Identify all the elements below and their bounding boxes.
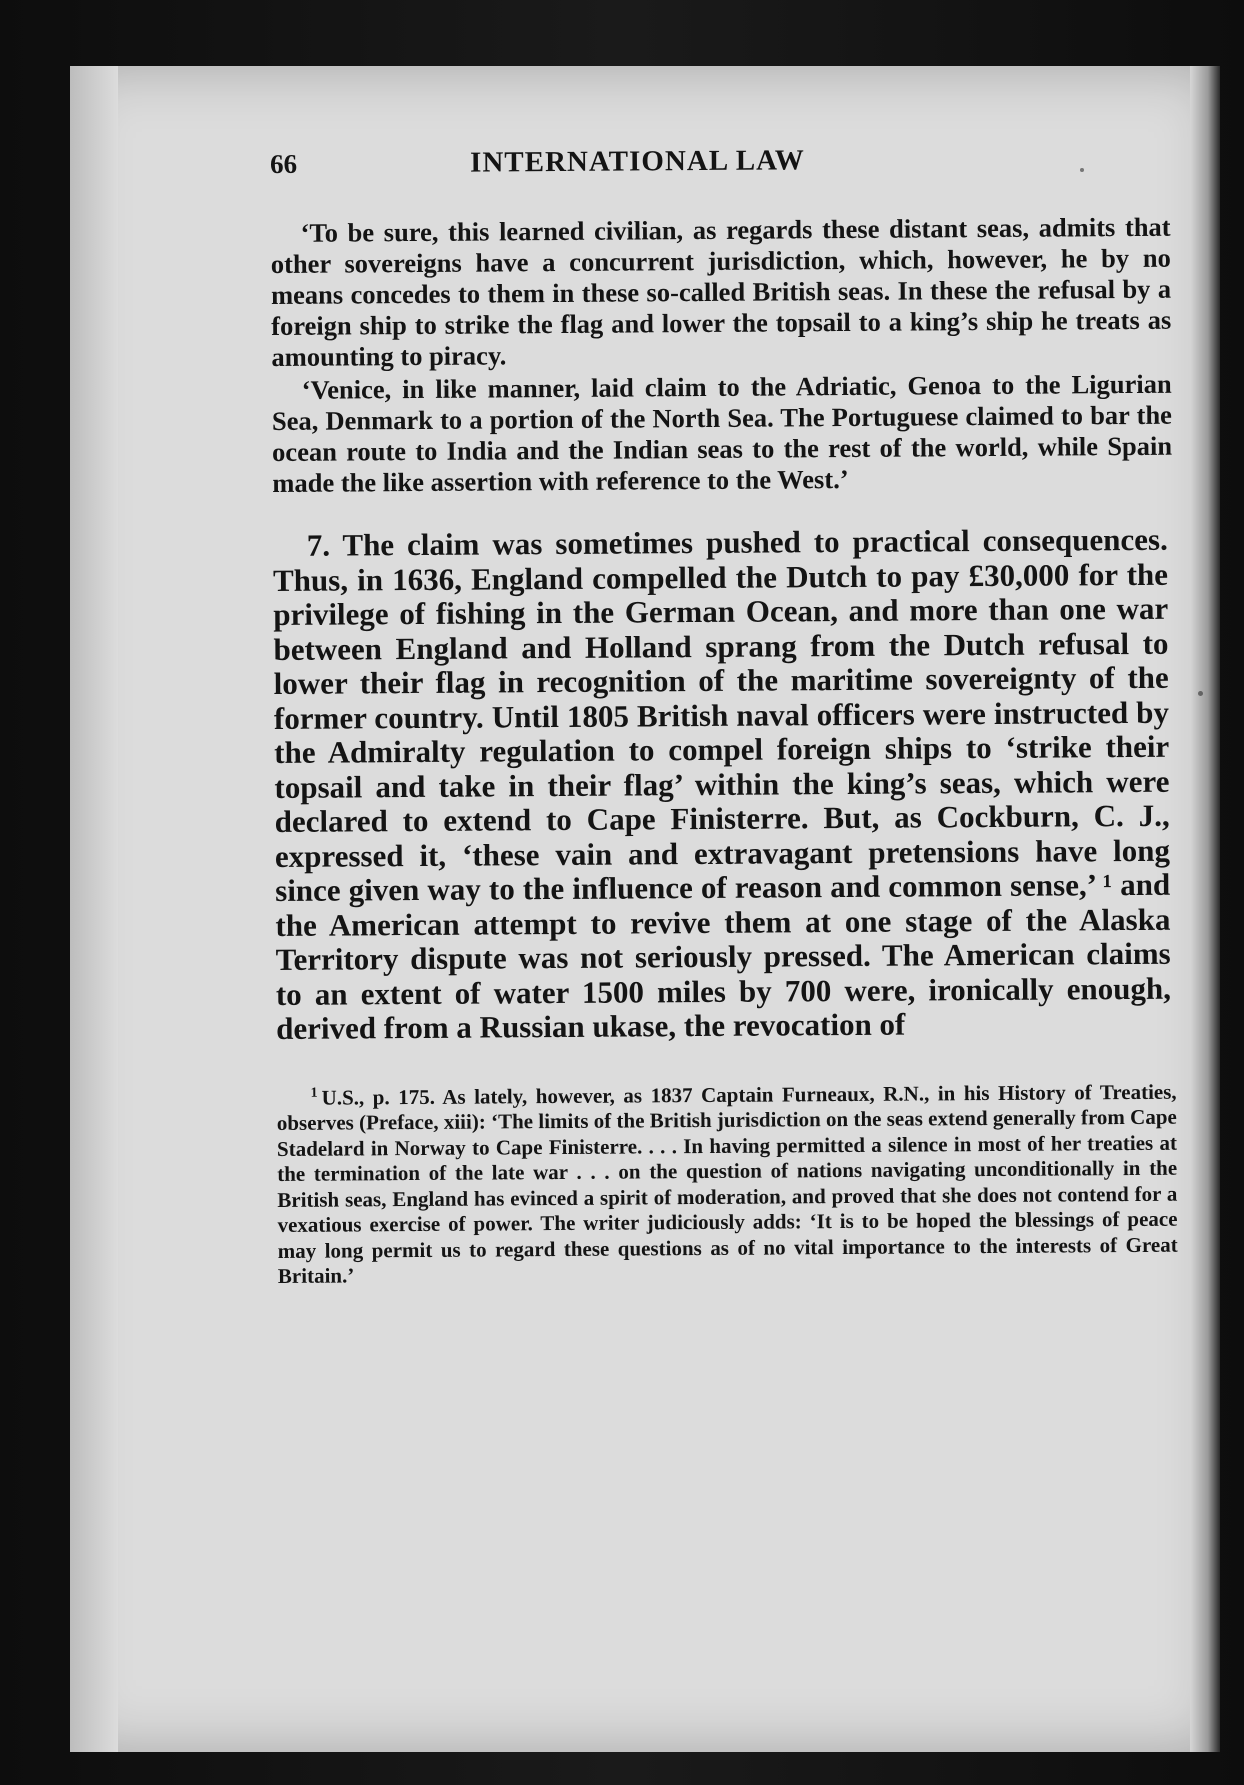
quotation-block [270, 212, 1172, 499]
footnote [277, 1074, 1178, 1289]
quote-paragraph: ‘To be sure, this learned civilian, as regards these distant seas, admits that other sovereigns have a concurrent jurisdiction, which, however, he by no means concedes to them in these so-called British seas. In these the refusal by a foreign ship to strike the flag and lower the topsail to a king’s ship he treats as amounting to piracy. [270, 211, 1172, 372]
book-page [70, 66, 1220, 1752]
body-paragraph: 7. The claim was sometimes pushed to practical consequences. Thus, in 1636, England compelled the Dutch to pay £30,000 for the privilege of fishing in the German Ocean, and more than one war between England and Holland sprang from the Dutch refusal to lower their flag in recognition of the maritime sovereignty of the former country. Until 1805 British naval officers were instructed by the Admiralty regulation to compel foreign ships to ‘strike their topsail and take in their flag’ within the king’s seas, which were declared to extend to Cape Finisterre. But, as Cockburn, C. J., expressed it, ‘these vain and extravagant pretensions have long since given way to the influence of reason and common sense,’ ¹ and the American attempt to revive them at one stage of the Alaska Territory dispute was not seriously pressed. The American claims to an extent of water 1500 miles by 700 were, ironically enough, derived from a Russian ukase, the revocation of [272, 521, 1172, 1046]
page-number: 66 [270, 148, 298, 179]
page-gutter-shadow [70, 66, 118, 1752]
footnote-text: U.S., p. 175. As lately, however, as 1837 Captain Furneaux, R.N., in his History of Treaties, observes (Preface, xiii): ‘The limits of the British jurisdiction on the seas extend generally from Cape Stadelard in Norway to Cape Finisterre. . . . In having permitted a silence in most of her treaties at the termination of the late war . . . on the question of nations navigating unconditionally in the British seas, England has evinced a spirit of moderation, and proved that she does not contend for a vexatious exercise of power. The writer judiciously adds: ‘It is to be hoped the blessings of peace may long permit us to regard these questions as of no vital importance to the interests of Great Britain.’ [276, 1079, 1178, 1288]
running-head [270, 141, 1220, 214]
running-title: INTERNATIONAL LAW [469, 144, 805, 179]
quote-paragraph: ‘Venice, in like manner, laid claim to the Adriatic, Genoa to the Ligurian Sea, Denmark to a portion of the North Sea. The Portuguese claimed to bar the ocean route to India and the Indian seas to the rest of the world, while Spain made the like assertion with reference to the West.’ [271, 368, 1173, 498]
footnote-marker: 1 [310, 1085, 318, 1101]
text-block [270, 141, 1231, 1748]
